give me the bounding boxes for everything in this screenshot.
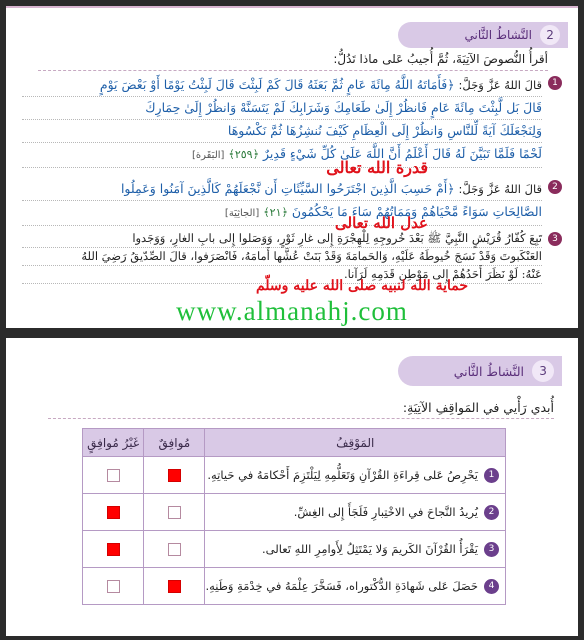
activity-number: 3 bbox=[532, 360, 554, 382]
situation-text: يَحْرِصُ عَلى قِراءَةِ القُرْآنِ وَتَعَلُّمِهِ لِيَلْتَزِمَ أَحْكامَهُ في حَياتِهِ. bbox=[207, 467, 478, 482]
divider bbox=[38, 70, 548, 71]
verse-line: ﴿أَمْ حَسِبَ الَّذِينَ اجْتَرَحُوا السَّيِّئَاتِ أَن نَّجْعَلَهُمْ كَالَّذِينَ آمَنُوا وَعَمِلُوا bbox=[120, 181, 455, 196]
disagree-cell bbox=[83, 531, 144, 568]
row-number: 2 bbox=[484, 505, 499, 520]
table-row bbox=[83, 568, 506, 605]
handwritten-answer-2: عدل الله تعالى bbox=[335, 214, 428, 232]
surah-name: [الجاثِيَة] bbox=[224, 208, 260, 219]
disagree-checkbox[interactable] bbox=[107, 469, 120, 482]
agree-cell bbox=[144, 531, 205, 568]
agree-cell bbox=[144, 494, 205, 531]
top-page bbox=[6, 6, 578, 328]
item-lead: قالَ اللهُ عَزَّ وَجَلَّ: bbox=[458, 182, 542, 196]
disagree-cell bbox=[83, 494, 144, 531]
item-number: 1 bbox=[548, 76, 562, 90]
activity-tab bbox=[398, 22, 568, 48]
situation-cell bbox=[205, 457, 506, 494]
text-item-2 bbox=[22, 178, 562, 226]
ayah-number: ﴿٢٥٩﴾ bbox=[228, 148, 260, 161]
disagree-cell bbox=[83, 568, 144, 605]
ayah-number: ﴿٢١﴾ bbox=[263, 206, 288, 219]
activity-title: النَّشاطُ الثَّاني bbox=[453, 363, 524, 379]
table-header-row bbox=[83, 429, 506, 457]
agree-cell bbox=[144, 457, 205, 494]
instruction: أُبدي رَأْيي في المَواقِفِ الآتِيَةِ: bbox=[402, 400, 554, 415]
table-row bbox=[83, 457, 506, 494]
story-line: عَنْهُ: لَوْ نَظَرَ أَحَدُهُمْ إِلى مَوْطِنِ قَدَمِهِ لَرَآنا. bbox=[22, 266, 542, 284]
handwritten-answer-1: قدرة الله تعالى bbox=[326, 158, 428, 177]
agree-checkbox[interactable] bbox=[168, 580, 181, 593]
bottom-page bbox=[6, 338, 578, 636]
agree-checkbox[interactable] bbox=[168, 506, 181, 519]
watermark: www.almanahj.com bbox=[176, 296, 408, 326]
text-item-3 bbox=[22, 230, 562, 284]
item-lead: قالَ اللهُ عَزَّ وَجَلَّ: bbox=[458, 78, 542, 92]
verse-line: وَلِنَجْعَلَكَ آيَةً لِّلنَّاسِ وَانظُرْ إِلَى الْعِظَامِ كَيْفَ نُنشِزُهَا ثُمَّ نَكْسُوهَا bbox=[22, 120, 542, 143]
verse-line: الصَّالِحَاتِ سَوَاءً مَّحْيَاهُمْ وَمَمَاتُهُمْ سَاءَ مَا يَحْكُمُونَ bbox=[291, 204, 542, 219]
item-number: 2 bbox=[548, 180, 562, 194]
story-line: تَبِعَ كُفّارُ قُرَيْشٍ النَّبِيَّ ﷺ بَعْدَ خُروجِهِ لِلْهِجْرَةِ إِلى غارِ ثَوْرٍ، وَوَصَلوا إِلى بابِ الغارِ، وَوَجَدوا bbox=[22, 230, 542, 248]
item-number: 3 bbox=[548, 232, 562, 246]
row-number: 1 bbox=[484, 468, 499, 483]
situation-cell bbox=[205, 531, 506, 568]
activity-number: 2 bbox=[540, 25, 560, 45]
handwritten-answer-3: حماية الله لنبيه صلى الله عليه وسلّم bbox=[255, 278, 468, 294]
activity-title: النَّشاطُ الثَّاني bbox=[464, 28, 532, 42]
disagree-checkbox[interactable] bbox=[107, 506, 120, 519]
situation-text: حَصَلَ عَلى شَهادَةِ الدُّكْتوراه، فَسَخَّرَ عِلْمَهُ في خِدْمَةِ وَطَنِهِ. bbox=[205, 578, 478, 593]
verse-line: ﴿فَأَمَاتَهُ اللَّهُ مِائَةَ عَامٍ ثُمَّ بَعَثَهُ قَالَ كَمْ لَبِثْتَ قَالَ لَبِثْتُ يَوْمًا أَوْ بَعْضَ يَوْمٍ bbox=[99, 77, 455, 92]
text-item-1 bbox=[22, 74, 562, 168]
row-number: 3 bbox=[484, 542, 499, 557]
row-number: 4 bbox=[484, 579, 499, 594]
verse-line: قَالَ بَل لَّبِثْتَ مِائَةَ عَامٍ فَانظُرْ إِلَىٰ طَعَامِكَ وَشَرَابِكَ لَمْ يَتَسَنَّهْ وَانظُرْ إِلَىٰ حِمَارِكَ bbox=[22, 97, 542, 120]
activity-tab bbox=[398, 356, 562, 386]
table-row bbox=[83, 494, 506, 531]
agree-checkbox[interactable] bbox=[168, 469, 181, 482]
instruction: أقرأُ النُّصوصَ الآتِيَةَ، ثُمَّ أُجيبُ عَلى ماذا تَدُلُّ: bbox=[333, 52, 548, 66]
column-header-disagree: غَيْرُ مُوافِقٍ bbox=[83, 429, 144, 457]
opinion-table bbox=[82, 428, 506, 605]
agree-cell bbox=[144, 568, 205, 605]
verse-line: لَحْمًا فَلَمَّا تَبَيَّنَ لَهُ قَالَ أَعْلَمُ أَنَّ اللَّهَ عَلَىٰ كُلِّ شَيْءٍ قَدِيرٌ bbox=[263, 146, 542, 161]
disagree-checkbox[interactable] bbox=[107, 580, 120, 593]
situation-text: يَقْرَأُ القُرْآنَ الكَريمَ وَلا يَمْتَثِلُ لِأَوامِرِ اللهِ تَعالى. bbox=[262, 541, 478, 556]
column-header-agree: مُوافِقٌ bbox=[144, 429, 205, 457]
situation-cell bbox=[205, 568, 506, 605]
divider bbox=[48, 418, 554, 419]
disagree-cell bbox=[83, 457, 144, 494]
table-row bbox=[83, 531, 506, 568]
agree-checkbox[interactable] bbox=[168, 543, 181, 556]
surah-name: [البَقَرة] bbox=[191, 150, 225, 161]
situation-text: يُريدُ النَّجاحَ في الاخْتِبارِ فَلَجَأَ إِلى الغِشِّ. bbox=[293, 504, 478, 519]
story-line: العَنْكَبوتَ وَقَدْ نَسَجَ خُيوطَهُ عَلَيْهِ، وَالحَمامَةَ وَقَدْ بَنَتْ عُشَّها أَمامَهُ، فَانْصَرَفوا، قالَ الصِّدّيقُ رَضِيَ اللهُ bbox=[22, 248, 542, 266]
disagree-checkbox[interactable] bbox=[107, 543, 120, 556]
situation-cell bbox=[205, 494, 506, 531]
column-header-situation: المَوْقِفُ bbox=[205, 429, 506, 457]
